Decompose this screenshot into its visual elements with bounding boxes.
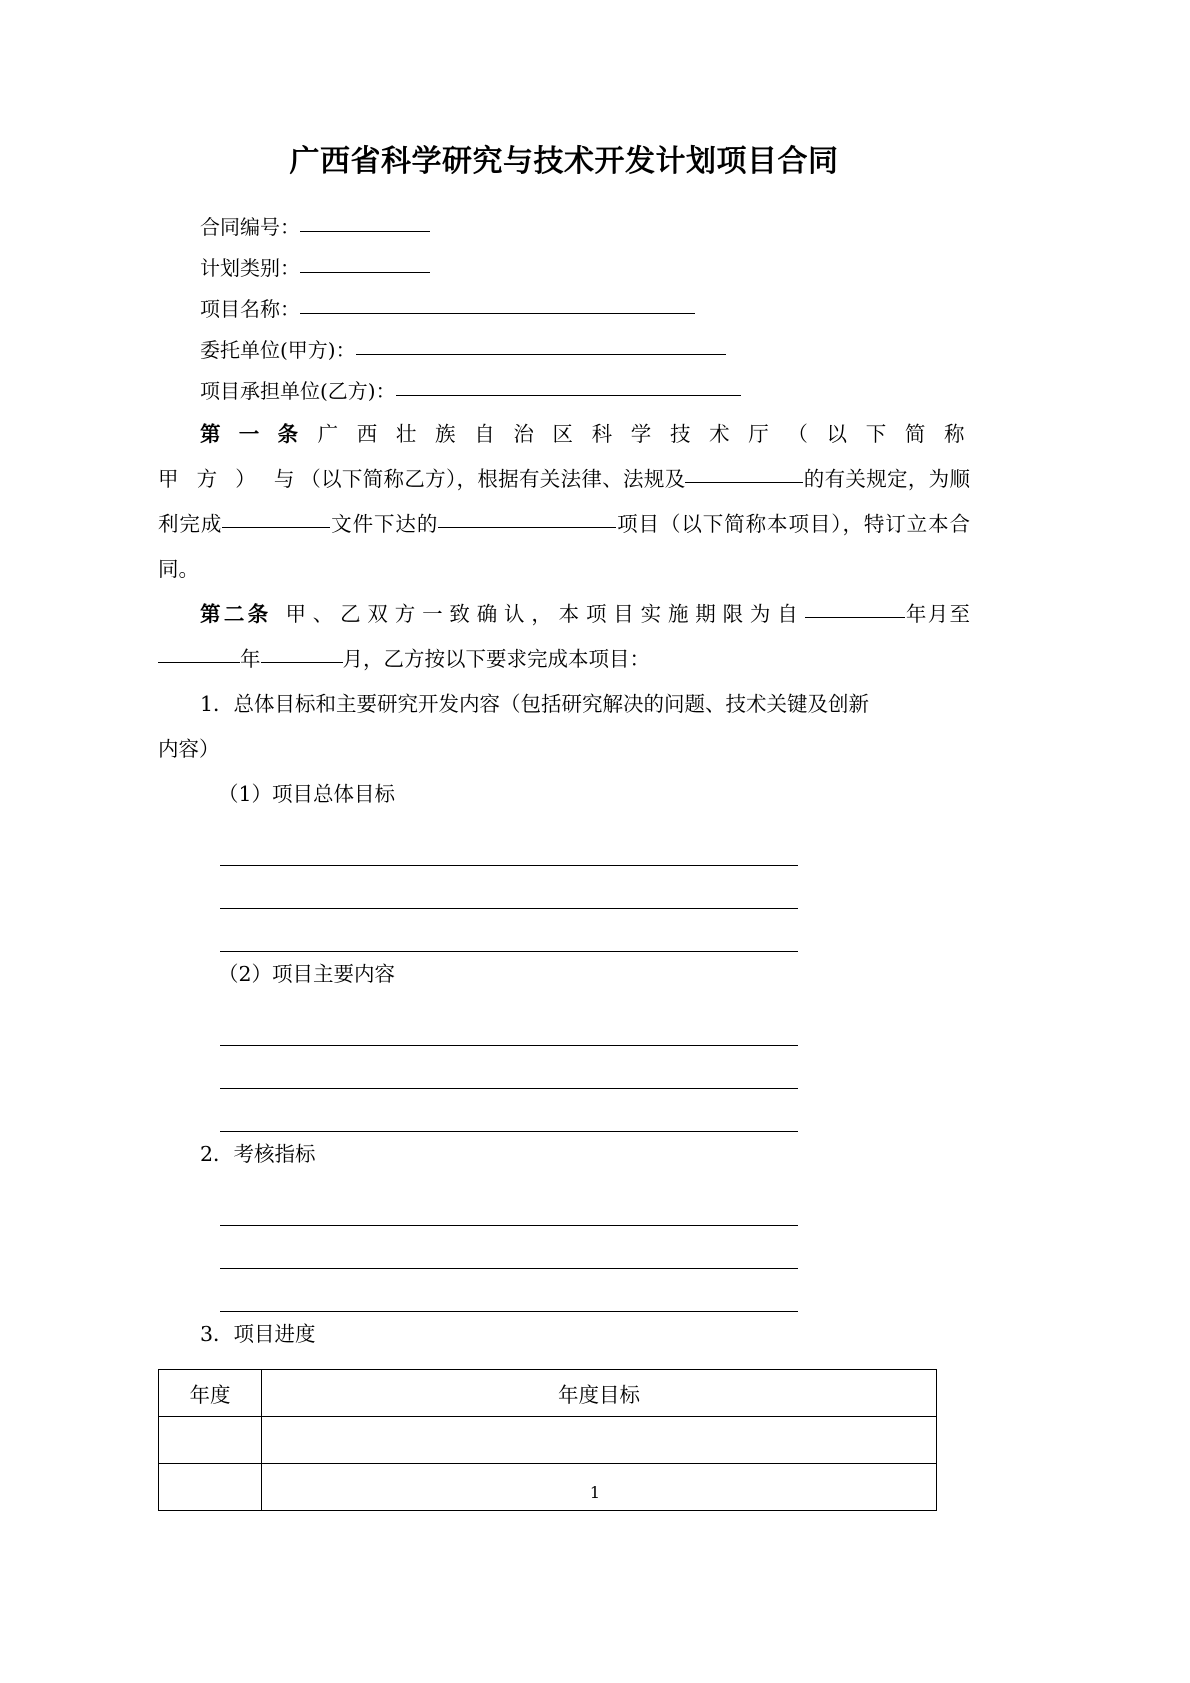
article-two-segment-3: 月至 — [927, 601, 971, 626]
field-undertaker-party-b — [200, 371, 970, 412]
article-one-paragraph — [158, 412, 970, 592]
field-label: 项目名称： — [200, 296, 300, 321]
item-2 — [158, 1132, 970, 1177]
field-label: 合同编号： — [200, 214, 300, 239]
article-two-blank-1[interactable] — [805, 617, 905, 618]
item-1 — [158, 682, 970, 727]
field-contract-number — [200, 207, 970, 248]
subitem-1-1: （1）项目总体目标 — [218, 781, 396, 806]
item-3-number: 3． — [200, 1321, 234, 1346]
page-title: 广西省科学研究与技术开发计划项目合同 — [289, 144, 839, 179]
item-1-number: 1． — [200, 691, 234, 716]
blank-answer-line[interactable] — [220, 823, 798, 866]
page-number: 1 — [589, 1483, 601, 1502]
blank-answer-line[interactable] — [220, 1183, 798, 1226]
document-content — [158, 0, 970, 1511]
item-3 — [158, 1312, 970, 1357]
field-label: 项目承担单位(乙方)： — [200, 378, 396, 403]
article-two-blank-3[interactable] — [261, 662, 343, 663]
article-two-segment-1: 甲、乙双方一致确认，本项目实施期限为自 — [285, 601, 805, 626]
article-one-blank-1[interactable] — [685, 482, 803, 483]
table-header-row — [159, 1369, 937, 1416]
item-2-number: 2． — [200, 1141, 234, 1166]
header-fields — [158, 207, 970, 412]
article-two-segment-5: 月，乙方按以下要求完成本项目： — [342, 646, 650, 671]
item-2-text: 考核指标 — [233, 1141, 316, 1166]
article-one-blank-3[interactable] — [438, 527, 616, 528]
field-client-party-a — [200, 330, 970, 371]
column-header-annual-goal: 年度目标 — [262, 1369, 937, 1416]
blank-answer-line[interactable] — [220, 866, 798, 909]
blank-answer-line[interactable] — [220, 909, 798, 952]
subitem-1-1-answer-area — [158, 817, 970, 952]
blank-answer-line[interactable] — [220, 1089, 798, 1132]
field-input-rule[interactable] — [300, 231, 430, 232]
field-label: 委托单位(甲方)： — [200, 337, 356, 362]
article-one-segment-4: 文件下达的 — [330, 511, 439, 536]
cell-annual-goal[interactable] — [262, 1416, 937, 1463]
field-label: 计划类别： — [200, 255, 300, 280]
field-input-rule[interactable] — [300, 272, 430, 273]
field-project-name — [200, 289, 970, 330]
field-input-rule[interactable] — [396, 395, 741, 396]
field-input-rule[interactable] — [356, 354, 726, 355]
item-2-answer-area — [158, 1177, 970, 1312]
article-two-paragraph — [158, 592, 970, 682]
field-plan-category — [200, 248, 970, 289]
item-1-text-continued: 内容） — [158, 736, 220, 761]
column-header-year: 年度 — [159, 1369, 262, 1416]
article-two-segment-4: 年 — [240, 646, 261, 671]
article-one-segment-5: 项目（以下简称本项目），特订立本合同。 — [158, 511, 971, 581]
article-two-segment-2: 年 — [904, 601, 928, 626]
article-one-label: 第 一 条 — [200, 421, 304, 446]
blank-answer-line[interactable] — [220, 1269, 798, 1312]
cell-year[interactable] — [159, 1416, 262, 1463]
table-row — [159, 1416, 937, 1463]
article-two-blank-2[interactable] — [158, 662, 240, 663]
field-input-rule[interactable] — [300, 313, 695, 314]
article-one-blank-2[interactable] — [222, 527, 330, 528]
blank-answer-line[interactable] — [220, 1046, 798, 1089]
blank-answer-line[interactable] — [220, 1226, 798, 1269]
article-one-segment-1: 广 西 壮 族 自 治 区 科 学 技 术 厅 （ 以 下 简 称 甲 方 ） 与 — [158, 421, 970, 491]
article-one-segment-2: （以下简称乙方），根据有关法律、法规及 — [300, 466, 686, 491]
article-one-segment-3: 的有关规定，为顺利完成 — [158, 466, 970, 536]
blank-answer-line[interactable] — [220, 1003, 798, 1046]
item-1-text: 总体目标和主要研究开发内容（包括研究解决的问题、技术关键及创新 — [233, 691, 870, 716]
subitem-1-2: （2）项目主要内容 — [218, 961, 396, 986]
subitem-1-2-answer-area — [158, 997, 970, 1132]
article-two-label: 第二条 — [200, 601, 272, 626]
item-3-text: 项目进度 — [233, 1321, 316, 1346]
